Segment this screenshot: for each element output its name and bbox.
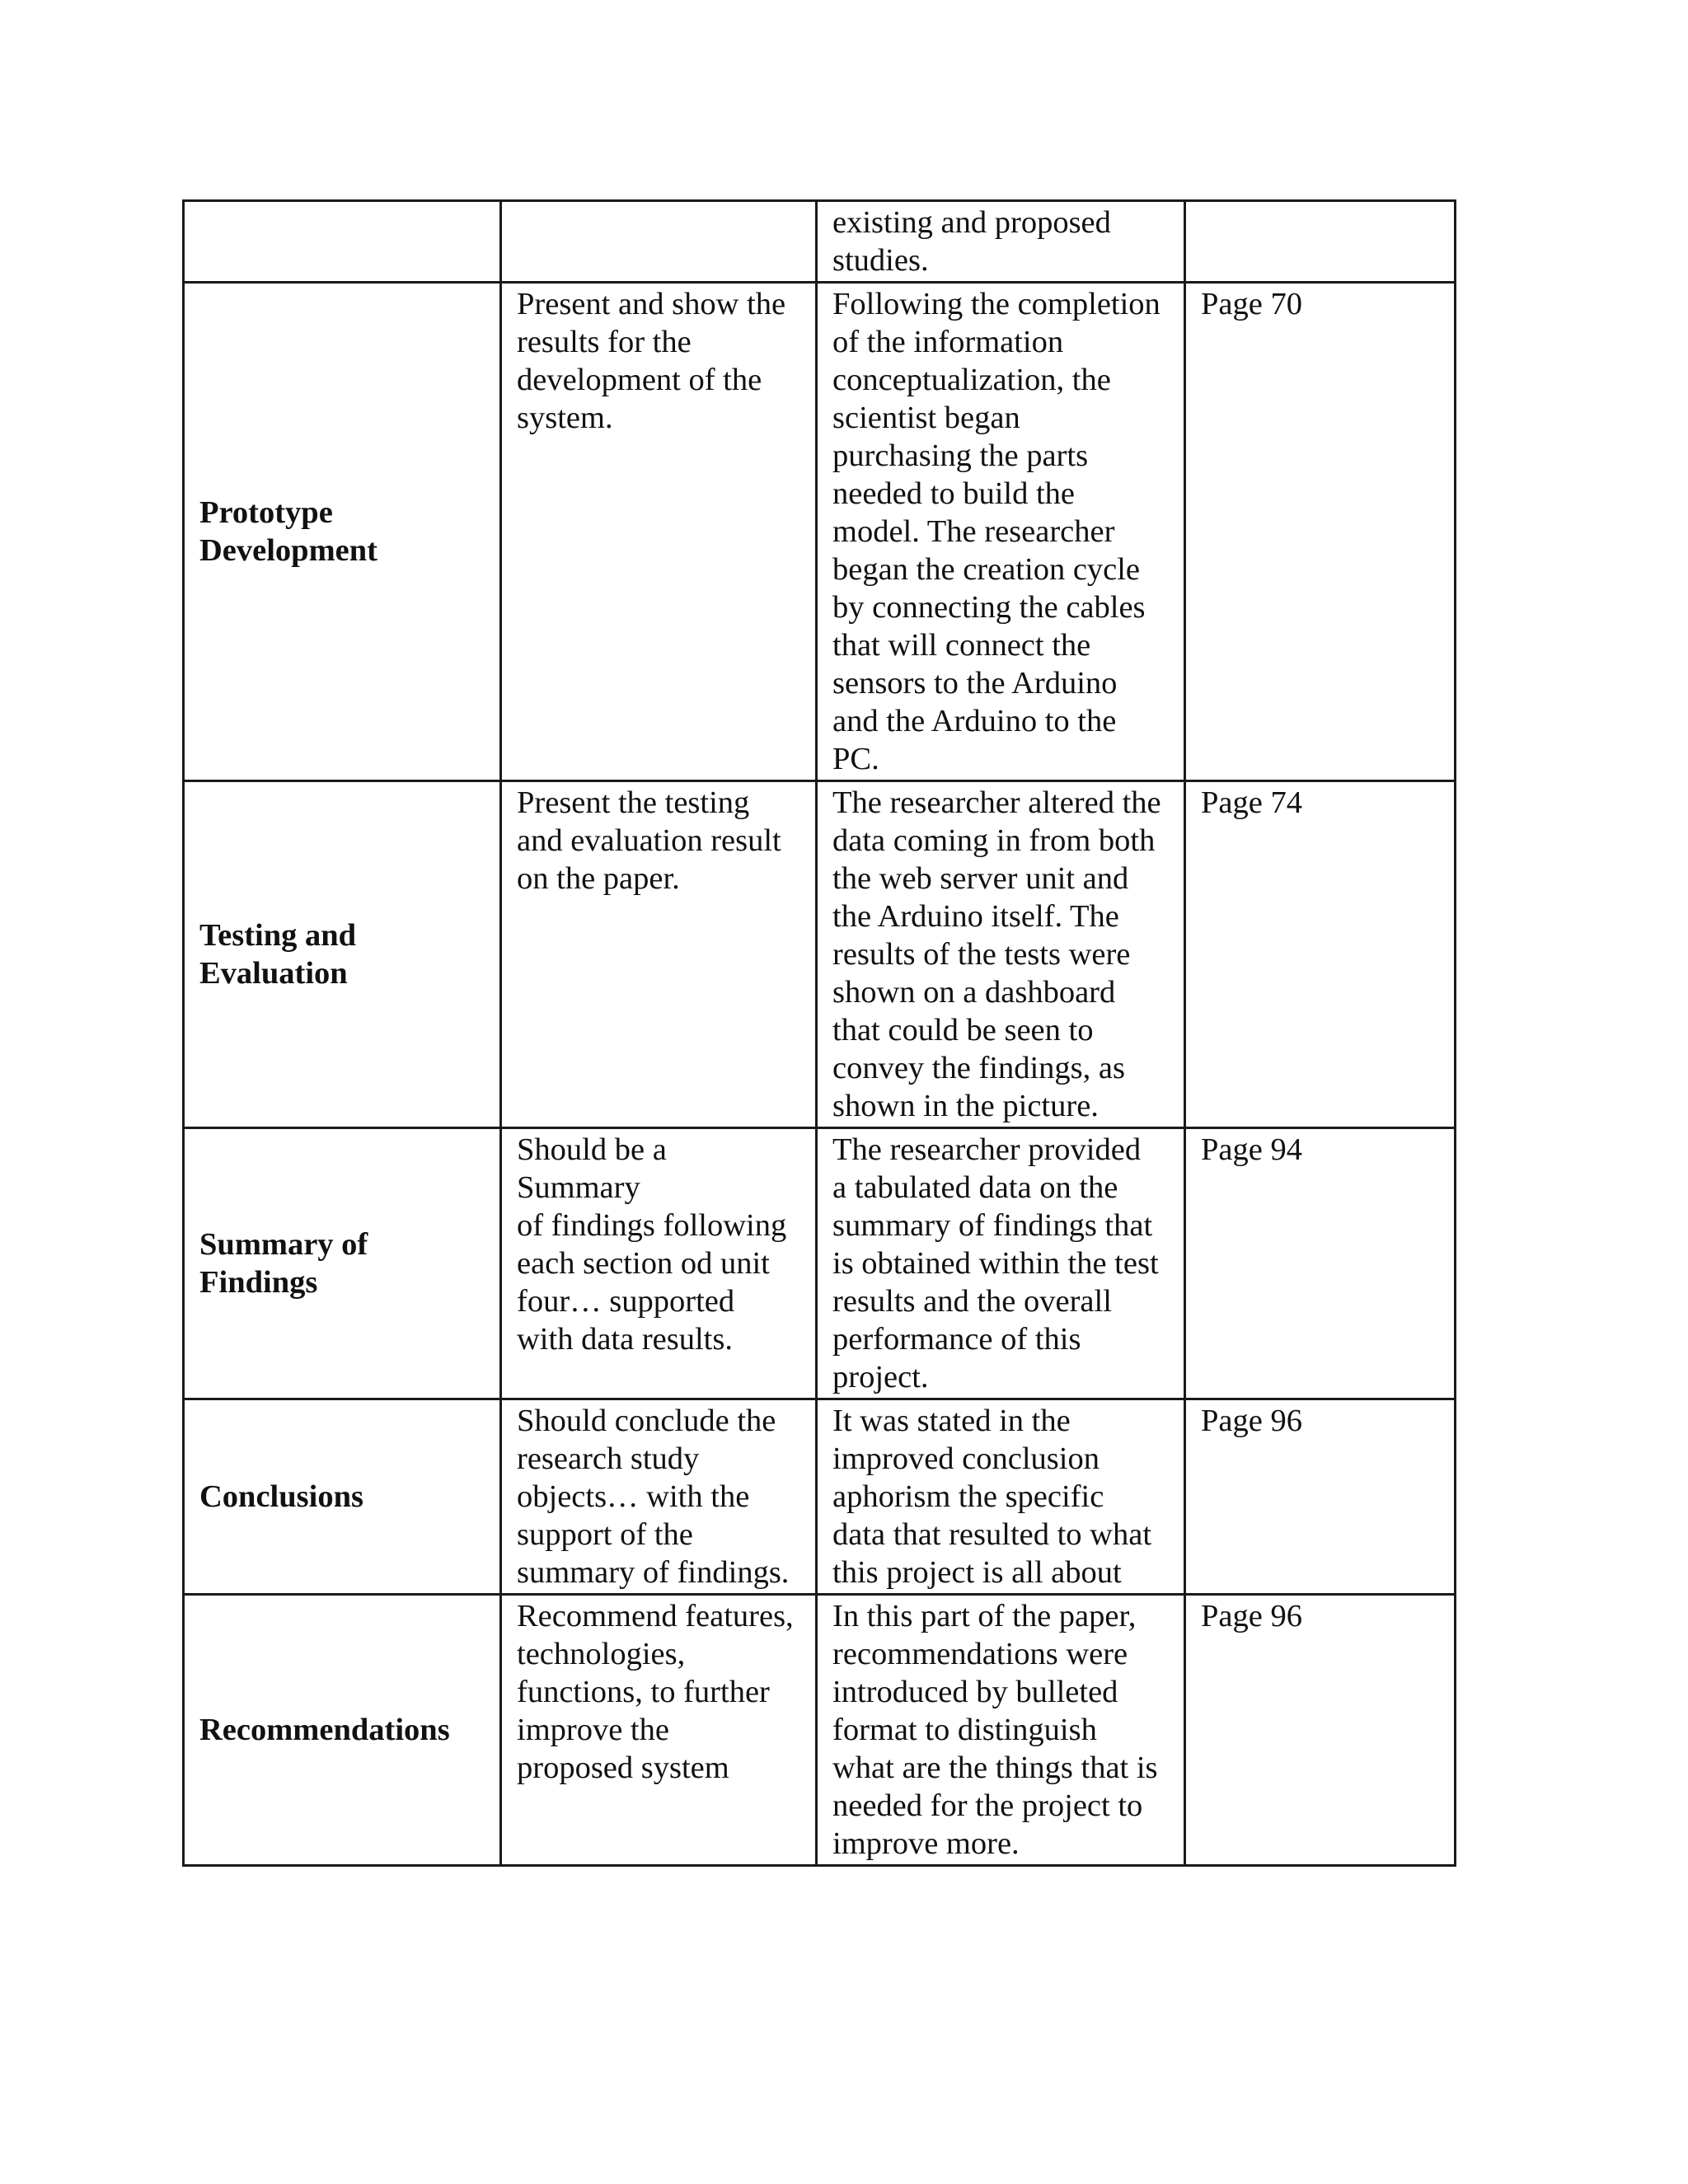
remarks-cell: existing and proposed studies. (817, 201, 1185, 283)
page-cell (1185, 201, 1456, 283)
table-row (184, 283, 1456, 781)
page-cell: Page 74 (1185, 781, 1456, 1128)
requirement-cell: Present the testing and evaluation result on the paper. (501, 781, 817, 1128)
area-cell: Prototype Development (184, 283, 501, 781)
table-row (184, 781, 1456, 1128)
area-cell: Summary of Findings (184, 1128, 501, 1399)
requirement-cell: Recommend features, technologies, functions, to further improve the proposed system (501, 1595, 817, 1866)
remarks-cell: The researcher provided a tabulated data on the summary of findings that is obtained within the test results and the overall performance of this project. (817, 1128, 1185, 1399)
table-row (184, 1128, 1456, 1399)
requirement-cell (501, 201, 817, 283)
table-row (184, 1399, 1456, 1595)
area-cell: Testing and Evaluation (184, 781, 501, 1128)
requirement-cell: Present and show the results for the development of the system. (501, 283, 817, 781)
remarks-cell: In this part of the paper, recommendations were introduced by bulleted format to distinguish what are the things that is needed for the project to improve more. (817, 1595, 1185, 1866)
remarks-cell: It was stated in the improved conclusion aphorism the specific data that resulted to what this project is all about (817, 1399, 1185, 1595)
remarks-cell: Following the completion of the information conceptualization, the scientist began purchasing the parts needed to build the model. The researcher began the creation cycle by connecting the cables that will connect the sensors to the Arduino and the Arduino to the PC. (817, 283, 1185, 781)
page-cell: Page 96 (1185, 1399, 1456, 1595)
requirement-cell: Should conclude the research study objects… with the support of the summary of findings. (501, 1399, 817, 1595)
remarks-cell: The researcher altered the data coming in from both the web server unit and the Arduino itself. The results of the tests were shown on a dashboard that could be seen to convey the findings, as shown in the picture. (817, 781, 1185, 1128)
table-row (184, 201, 1456, 283)
page-cell: Page 96 (1185, 1595, 1456, 1866)
page-cell: Page 94 (1185, 1128, 1456, 1399)
requirement-cell: Should be a Summary of findings following each section od unit four… supported with data results. (501, 1128, 817, 1399)
table-row (184, 1595, 1456, 1866)
page-cell: Page 70 (1185, 283, 1456, 781)
evaluation-table (182, 199, 1456, 1867)
area-cell (184, 201, 501, 283)
area-cell: Recommendations (184, 1595, 501, 1866)
area-cell: Conclusions (184, 1399, 501, 1595)
